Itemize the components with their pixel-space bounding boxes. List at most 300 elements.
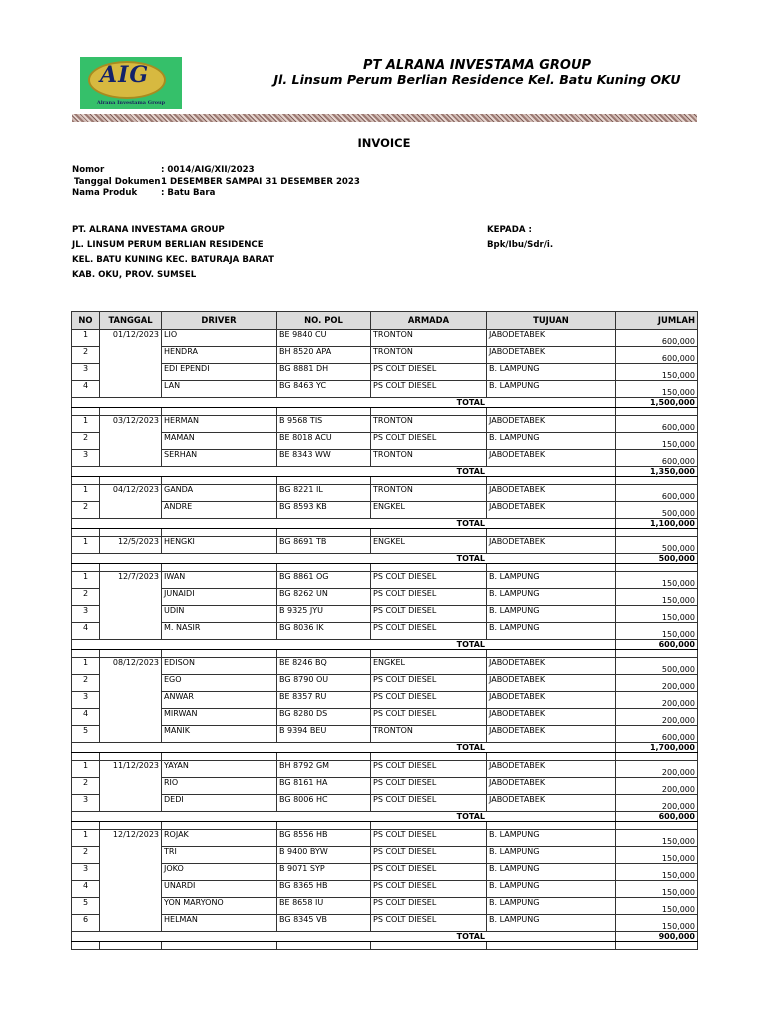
cell-driver: JUNAIDI: [162, 589, 277, 606]
cell-driver: MANIK: [162, 726, 277, 743]
spacer-cell: [487, 650, 616, 658]
spacer-cell: [162, 529, 277, 537]
cell-driver: EDISON: [162, 658, 277, 675]
spacer-cell: [487, 822, 616, 830]
cell-no: 6: [72, 915, 100, 932]
cell-jumlah: 600,000: [616, 726, 698, 743]
cell-tanggal: [100, 692, 162, 709]
recipient-value: Bpk/Ibu/Sdr/i.: [487, 240, 554, 250]
cell-tujuan: JABODETABEK: [487, 761, 616, 778]
group-spacer-row: [72, 477, 698, 485]
cell-driver: IWAN: [162, 572, 277, 589]
spacer-cell: [100, 650, 162, 658]
total-value: 600,000: [616, 812, 698, 822]
cell-nopol: B 9394 BEU: [277, 726, 371, 743]
total-label: TOTAL: [72, 467, 616, 477]
spacer-cell: [487, 477, 616, 485]
cell-no: 3: [72, 864, 100, 881]
table-row: [72, 450, 698, 467]
cell-nopol: BG 8593 KB: [277, 502, 371, 519]
cell-armada: ENGKEL: [371, 658, 487, 675]
cell-armada: PS COLT DIESEL: [371, 589, 487, 606]
cell-jumlah: 150,000: [616, 572, 698, 589]
cell-no: 1: [72, 658, 100, 675]
spacer-cell: [616, 822, 698, 830]
cell-no: 3: [72, 606, 100, 623]
cell-driver: YAYAN: [162, 761, 277, 778]
spacer-cell: [162, 408, 277, 416]
cell-no: 4: [72, 709, 100, 726]
spacer-cell: [277, 477, 371, 485]
cell-no: 4: [72, 381, 100, 398]
table-row: [72, 726, 698, 743]
table-row: [72, 433, 698, 450]
cell-tanggal: [100, 898, 162, 915]
cell-nopol: BH 8792 GM: [277, 761, 371, 778]
cell-driver: SERHAN: [162, 450, 277, 467]
cell-armada: PS COLT DIESEL: [371, 881, 487, 898]
spacer-cell: [277, 564, 371, 572]
spacer-cell: [100, 564, 162, 572]
cell-tanggal: [100, 347, 162, 364]
spacer-cell: [371, 942, 487, 950]
cell-driver: DEDI: [162, 795, 277, 812]
cell-tanggal: [100, 589, 162, 606]
table-row: [72, 675, 698, 692]
cell-tujuan: JABODETABEK: [487, 537, 616, 554]
spacer-cell: [371, 564, 487, 572]
cell-armada: PS COLT DIESEL: [371, 675, 487, 692]
cell-armada: PS COLT DIESEL: [371, 795, 487, 812]
cell-jumlah: 600,000: [616, 330, 698, 347]
sender-line-4: KAB. OKU, PROV. SUMSEL: [72, 270, 197, 280]
cell-tujuan: B. LAMPUNG: [487, 589, 616, 606]
cell-tanggal: [100, 675, 162, 692]
cell-nopol: BG 8790 OU: [277, 675, 371, 692]
table-row: [72, 915, 698, 932]
total-value: 900,000: [616, 932, 698, 942]
cell-jumlah: 150,000: [616, 847, 698, 864]
cell-driver: YON MARYONO: [162, 898, 277, 915]
table-row: [72, 502, 698, 519]
spacer-cell: [72, 753, 100, 761]
sender-line-2: JL. LINSUM PERUM BERLIAN RESIDENCE: [72, 240, 264, 250]
cell-no: 1: [72, 572, 100, 589]
company-address: Jl. Linsum Perum Berlian Residence Kel. Batu Kuning OKU: [273, 72, 681, 87]
spacer-cell: [616, 408, 698, 416]
table-row: [72, 709, 698, 726]
cell-nopol: BG 8463 YC: [277, 381, 371, 398]
cell-driver: MIRWAN: [162, 709, 277, 726]
spacer-cell: [616, 529, 698, 537]
cell-tanggal: [100, 726, 162, 743]
cell-tanggal: 12/5/2023: [100, 537, 162, 554]
table-row: [72, 778, 698, 795]
spacer-cell: [616, 753, 698, 761]
cell-jumlah: 150,000: [616, 433, 698, 450]
cell-jumlah: 600,000: [616, 416, 698, 433]
total-label: TOTAL: [72, 932, 616, 942]
cell-nopol: BG 8365 HB: [277, 881, 371, 898]
group-spacer-row: [72, 753, 698, 761]
cell-tanggal: 03/12/2023: [100, 416, 162, 433]
cell-nopol: BG 8006 HC: [277, 795, 371, 812]
cell-tujuan: JABODETABEK: [487, 675, 616, 692]
cell-armada: PS COLT DIESEL: [371, 692, 487, 709]
cell-tanggal: [100, 864, 162, 881]
spacer-cell: [100, 942, 162, 950]
cell-tujuan: B. LAMPUNG: [487, 915, 616, 932]
company-name: PT ALRANA INVESTAMA GROUP: [362, 58, 592, 73]
group-total-row: [72, 554, 698, 564]
cell-armada: TRONTON: [371, 450, 487, 467]
cell-tujuan: B. LAMPUNG: [487, 381, 616, 398]
table-row: [72, 416, 698, 433]
spacer-cell: [100, 753, 162, 761]
total-value: 1,500,000: [616, 398, 698, 408]
cell-jumlah: 600,000: [616, 347, 698, 364]
cell-jumlah: 600,000: [616, 485, 698, 502]
col-header-no: NO: [72, 312, 100, 330]
cell-no: 1: [72, 830, 100, 847]
spacer-cell: [162, 942, 277, 950]
cell-nopol: BG 8691 TB: [277, 537, 371, 554]
cell-tujuan: B. LAMPUNG: [487, 898, 616, 915]
col-header-jumlah: JUMLAH: [616, 312, 698, 330]
cell-tujuan: B. LAMPUNG: [487, 364, 616, 381]
col-header-driver: DRIVER: [162, 312, 277, 330]
cell-nopol: BG 8280 DS: [277, 709, 371, 726]
total-label: TOTAL: [72, 743, 616, 753]
cell-no: 2: [72, 589, 100, 606]
cell-tujuan: JABODETABEK: [487, 330, 616, 347]
cell-tujuan: JABODETABEK: [487, 692, 616, 709]
cell-jumlah: 500,000: [616, 537, 698, 554]
cell-driver: RIO: [162, 778, 277, 795]
recipient-label: KEPADA :: [487, 225, 532, 235]
table-row: [72, 381, 698, 398]
cell-nopol: BE 8018 ACU: [277, 433, 371, 450]
spacer-cell: [162, 650, 277, 658]
cell-nopol: BG 8345 VB: [277, 915, 371, 932]
spacer-cell: [100, 529, 162, 537]
cell-driver: M. NASIR: [162, 623, 277, 640]
nomor-value: : 0014/AIG/XII/2023: [161, 165, 255, 175]
cell-tujuan: B. LAMPUNG: [487, 623, 616, 640]
cell-no: 1: [72, 416, 100, 433]
cell-driver: EGO: [162, 675, 277, 692]
spacer-cell: [277, 650, 371, 658]
cell-tujuan: JABODETABEK: [487, 347, 616, 364]
table-row: [72, 572, 698, 589]
table-row: [72, 761, 698, 778]
cell-nopol: BE 8357 RU: [277, 692, 371, 709]
spacer-cell: [616, 477, 698, 485]
spacer-cell: [277, 408, 371, 416]
cell-no: 4: [72, 623, 100, 640]
group-total-row: [72, 519, 698, 529]
cell-tanggal: [100, 709, 162, 726]
cell-jumlah: 150,000: [616, 830, 698, 847]
cell-nopol: BH 8520 APA: [277, 347, 371, 364]
cell-jumlah: 500,000: [616, 658, 698, 675]
cell-no: 2: [72, 347, 100, 364]
company-logo: [80, 57, 182, 109]
tanggal-value: 1 DESEMBER SAMPAI 31 DESEMBER 2023: [161, 177, 360, 187]
cell-driver: GANDA: [162, 485, 277, 502]
cell-tujuan: JABODETABEK: [487, 485, 616, 502]
cell-tanggal: [100, 915, 162, 932]
cell-driver: UNARDI: [162, 881, 277, 898]
cell-driver: EDI EPENDI: [162, 364, 277, 381]
cell-armada: PS COLT DIESEL: [371, 623, 487, 640]
spacer-cell: [487, 753, 616, 761]
spacer-cell: [277, 529, 371, 537]
spacer-cell: [72, 477, 100, 485]
invoice-table-body: [72, 330, 698, 950]
cell-no: 1: [72, 537, 100, 554]
cell-armada: TRONTON: [371, 347, 487, 364]
cell-jumlah: 150,000: [616, 381, 698, 398]
cell-nopol: BE 8658 IU: [277, 898, 371, 915]
cell-tujuan: JABODETABEK: [487, 795, 616, 812]
cell-no: 2: [72, 675, 100, 692]
cell-no: 3: [72, 450, 100, 467]
cell-no: 1: [72, 330, 100, 347]
cell-jumlah: 200,000: [616, 761, 698, 778]
nomor-label: Nomor: [72, 165, 105, 175]
cell-tujuan: B. LAMPUNG: [487, 606, 616, 623]
spacer-cell: [162, 822, 277, 830]
cell-armada: ENGKEL: [371, 502, 487, 519]
cell-armada: PS COLT DIESEL: [371, 830, 487, 847]
cell-no: 2: [72, 433, 100, 450]
group-spacer-row: [72, 408, 698, 416]
cell-tanggal: [100, 450, 162, 467]
cell-tanggal: 08/12/2023: [100, 658, 162, 675]
cell-nopol: BG 8881 DH: [277, 364, 371, 381]
spacer-cell: [371, 477, 487, 485]
cell-armada: PS COLT DIESEL: [371, 864, 487, 881]
spacer-cell: [100, 408, 162, 416]
cell-nopol: BG 8861 OG: [277, 572, 371, 589]
cell-driver: UDIN: [162, 606, 277, 623]
total-value: 1,100,000: [616, 519, 698, 529]
cell-jumlah: 150,000: [616, 864, 698, 881]
cell-no: 4: [72, 881, 100, 898]
cell-no: 3: [72, 795, 100, 812]
table-row: [72, 658, 698, 675]
cell-nopol: BG 8262 UN: [277, 589, 371, 606]
cell-tujuan: JABODETABEK: [487, 709, 616, 726]
cell-nopol: BG 8161 HA: [277, 778, 371, 795]
sender-line-3: KEL. BATU KUNING KEC. BATURAJA BARAT: [72, 255, 274, 265]
cell-armada: TRONTON: [371, 485, 487, 502]
cell-nopol: B 9325 JYU: [277, 606, 371, 623]
spacer-cell: [616, 650, 698, 658]
cell-driver: LAN: [162, 381, 277, 398]
cell-driver: HELMAN: [162, 915, 277, 932]
cell-nopol: BE 9840 CU: [277, 330, 371, 347]
cell-tanggal: 12/12/2023: [100, 830, 162, 847]
group-total-row: [72, 640, 698, 650]
group-total-row: [72, 932, 698, 942]
col-header-tanggal: TANGGAL: [100, 312, 162, 330]
group-total-row: [72, 812, 698, 822]
cell-tanggal: [100, 623, 162, 640]
sender-line-1: PT. ALRANA INVESTAMA GROUP: [72, 225, 225, 235]
spacer-cell: [487, 529, 616, 537]
cell-driver: HERMAN: [162, 416, 277, 433]
cell-jumlah: 150,000: [616, 364, 698, 381]
cell-armada: PS COLT DIESEL: [371, 381, 487, 398]
table-row: [72, 330, 698, 347]
cell-no: 5: [72, 726, 100, 743]
cell-tujuan: B. LAMPUNG: [487, 433, 616, 450]
cell-no: 5: [72, 898, 100, 915]
table-row: [72, 795, 698, 812]
cell-driver: JOKO: [162, 864, 277, 881]
cell-jumlah: 150,000: [616, 623, 698, 640]
total-label: TOTAL: [72, 812, 616, 822]
cell-tanggal: [100, 795, 162, 812]
table-row: [72, 606, 698, 623]
cell-armada: PS COLT DIESEL: [371, 778, 487, 795]
cell-jumlah: 200,000: [616, 692, 698, 709]
col-header-nopol: NO. POL: [277, 312, 371, 330]
table-row: [72, 830, 698, 847]
cell-nopol: BE 8246 BQ: [277, 658, 371, 675]
produk-value: : Batu Bara: [161, 188, 216, 198]
cell-armada: ENGKEL: [371, 537, 487, 554]
spacer-cell: [487, 408, 616, 416]
invoice-table: [71, 311, 698, 950]
table-row: [72, 364, 698, 381]
cell-tanggal: 11/12/2023: [100, 761, 162, 778]
cell-no: 3: [72, 364, 100, 381]
table-row: [72, 623, 698, 640]
header-divider: [72, 114, 697, 122]
spacer-cell: [277, 942, 371, 950]
total-label: TOTAL: [72, 640, 616, 650]
col-header-tujuan: TUJUAN: [487, 312, 616, 330]
cell-driver: ROJAK: [162, 830, 277, 847]
cell-tanggal: [100, 381, 162, 398]
cell-nopol: B 9568 TIS: [277, 416, 371, 433]
cell-jumlah: 150,000: [616, 915, 698, 932]
spacer-cell: [72, 408, 100, 416]
group-spacer-row: [72, 942, 698, 950]
cell-tanggal: [100, 502, 162, 519]
total-label: TOTAL: [72, 519, 616, 529]
spacer-cell: [100, 822, 162, 830]
cell-tanggal: [100, 778, 162, 795]
cell-nopol: BE 8343 WW: [277, 450, 371, 467]
cell-tujuan: JABODETABEK: [487, 450, 616, 467]
spacer-cell: [371, 753, 487, 761]
cell-jumlah: 150,000: [616, 898, 698, 915]
cell-jumlah: 600,000: [616, 450, 698, 467]
total-value: 1,700,000: [616, 743, 698, 753]
cell-nopol: B 9400 BYW: [277, 847, 371, 864]
tanggal-label: Tanggal Dokumen: [74, 177, 161, 187]
cell-armada: PS COLT DIESEL: [371, 709, 487, 726]
cell-driver: LIO: [162, 330, 277, 347]
cell-tanggal: 12/7/2023: [100, 572, 162, 589]
spacer-cell: [72, 650, 100, 658]
cell-tujuan: JABODETABEK: [487, 778, 616, 795]
cell-nopol: B 9071 SYP: [277, 864, 371, 881]
logo-text: AIG: [100, 62, 150, 88]
cell-no: 2: [72, 847, 100, 864]
table-row: [72, 881, 698, 898]
table-row: [72, 864, 698, 881]
total-value: 600,000: [616, 640, 698, 650]
cell-tanggal: [100, 433, 162, 450]
total-label: TOTAL: [72, 554, 616, 564]
cell-jumlah: 200,000: [616, 778, 698, 795]
invoice-title: INVOICE: [357, 136, 411, 150]
table-row: [72, 485, 698, 502]
cell-tanggal: 01/12/2023: [100, 330, 162, 347]
cell-armada: PS COLT DIESEL: [371, 898, 487, 915]
cell-nopol: BG 8221 IL: [277, 485, 371, 502]
total-label: TOTAL: [72, 398, 616, 408]
cell-armada: PS COLT DIESEL: [371, 915, 487, 932]
cell-driver: TRI: [162, 847, 277, 864]
group-spacer-row: [72, 564, 698, 572]
cell-no: 3: [72, 692, 100, 709]
spacer-cell: [162, 564, 277, 572]
cell-armada: PS COLT DIESEL: [371, 572, 487, 589]
group-spacer-row: [72, 650, 698, 658]
cell-driver: HENGKI: [162, 537, 277, 554]
cell-tujuan: B. LAMPUNG: [487, 847, 616, 864]
spacer-cell: [371, 408, 487, 416]
spacer-cell: [72, 564, 100, 572]
cell-driver: ANWAR: [162, 692, 277, 709]
logo-subtitle: Alrana Investama Group: [96, 100, 166, 106]
cell-driver: ANDRE: [162, 502, 277, 519]
cell-no: 1: [72, 485, 100, 502]
cell-jumlah: 500,000: [616, 502, 698, 519]
spacer-cell: [100, 477, 162, 485]
cell-driver: HENDRA: [162, 347, 277, 364]
produk-label: Nama Produk: [72, 188, 138, 198]
table-header-row: [72, 312, 698, 330]
spacer-cell: [72, 822, 100, 830]
group-total-row: [72, 743, 698, 753]
cell-tujuan: B. LAMPUNG: [487, 864, 616, 881]
cell-driver: MAMAN: [162, 433, 277, 450]
cell-jumlah: 150,000: [616, 589, 698, 606]
spacer-cell: [616, 564, 698, 572]
group-total-row: [72, 398, 698, 408]
table-row: [72, 537, 698, 554]
cell-armada: PS COLT DIESEL: [371, 606, 487, 623]
cell-tujuan: JABODETABEK: [487, 658, 616, 675]
spacer-cell: [371, 822, 487, 830]
cell-tanggal: [100, 606, 162, 623]
cell-tanggal: 04/12/2023: [100, 485, 162, 502]
cell-tujuan: B. LAMPUNG: [487, 830, 616, 847]
total-value: 1,350,000: [616, 467, 698, 477]
table-row: [72, 589, 698, 606]
cell-armada: PS COLT DIESEL: [371, 761, 487, 778]
cell-no: 2: [72, 502, 100, 519]
spacer-cell: [162, 753, 277, 761]
spacer-cell: [371, 650, 487, 658]
